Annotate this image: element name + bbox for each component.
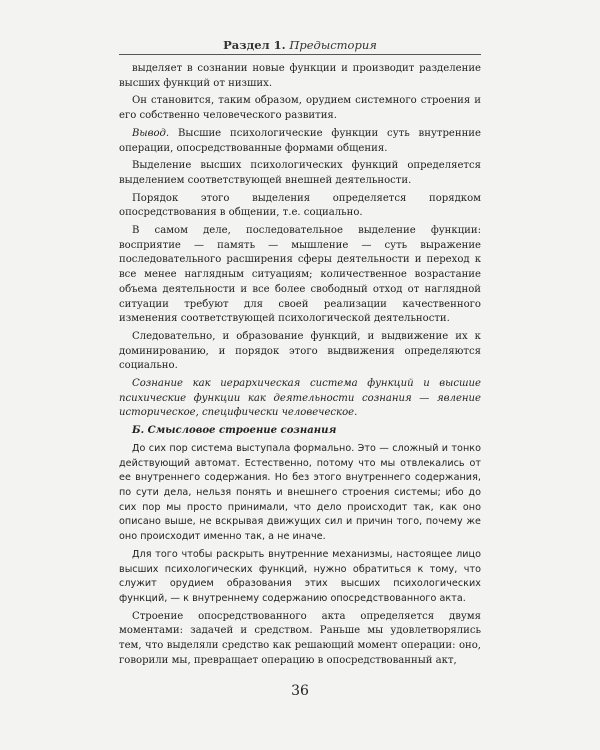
- paragraph: Для того чтобы раскрыть внутренние механизмы, настоящее лицо высших психологических функций, нужно обратиться к тому, что служит орудием образования этих высших психологических функций, — к внутреннему содержанию опосредствованного акта.: [119, 548, 481, 604]
- paragraph: Следовательно, и образование функций, и выдвижение их к доминированию, и порядок этого выдвижения определяются социально.: [119, 330, 481, 372]
- subheading: Б. Смысловое строение сознания: [132, 425, 337, 437]
- paragraph: Выделение высших психологических функций определяется выделением соответствующей внешней деятельности.: [119, 160, 481, 186]
- running-head: [0, 38, 600, 52]
- section-label: Раздел 1.: [223, 38, 286, 52]
- paragraph: Он становится, таким образом, орудием системного строения и его собственно человеческого развития.: [119, 95, 481, 122]
- paragraph-text: Высшие психологические функции суть внутренние операции, опосредствованные формами общения.: [119, 127, 481, 154]
- body-text: [119, 62, 481, 671]
- page-number: 36: [291, 683, 309, 699]
- section-subtitle: Предыстория: [289, 38, 377, 52]
- header-rule: [119, 54, 481, 55]
- conclusion-label: Вывод.: [132, 127, 170, 139]
- paragraph: Порядок этого выделения определяется порядком опосредствования в общении, т.е. социально.: [119, 192, 481, 219]
- paragraph: До сих пор система выступала формально. Это — сложный и тонко действующий автомат. Естественно, потому что мы отвлекались от ее внутреннего содержания. Но без этого внутреннего содержания, по сути дела, нельзя понять и внешнего строения системы; ибо до сих пор мы просто принимали, что дело происходит так, как оно описано выше, не вскрывая движущих сил и причин того, почему же оно происходит именно так, а не иначе.: [119, 442, 481, 543]
- paragraph: [119, 127, 481, 156]
- paragraph: В самом деле, последовательное выделение функции: восприятие — память — мышление — суть выражение последовательного расширения сферы деятельности и переход к все менее наглядным ситуациям; количественное возрастание объема деятельности и все более свободный отход от наглядной ситуации требуют для своей реализации качественного изменения соответствующей психологической деятельности.: [119, 225, 481, 325]
- paragraph: выделяет в сознании новые функции и производит разделение высших функций от низших.: [119, 63, 481, 89]
- paragraph-italic: Сознание как иерархическая система функций и высшие психические функции как деятельности сознания — явление историческое, специфически человеческое.: [119, 378, 481, 419]
- paragraph: Строение опосредствованного акта определяется двумя моментами: задачей и средством. Раньше мы удовлетворялись тем, что выделяли средство как решающий момент операции: оно, говорили мы, превращает операцию в опосредствованный акт,: [119, 610, 481, 666]
